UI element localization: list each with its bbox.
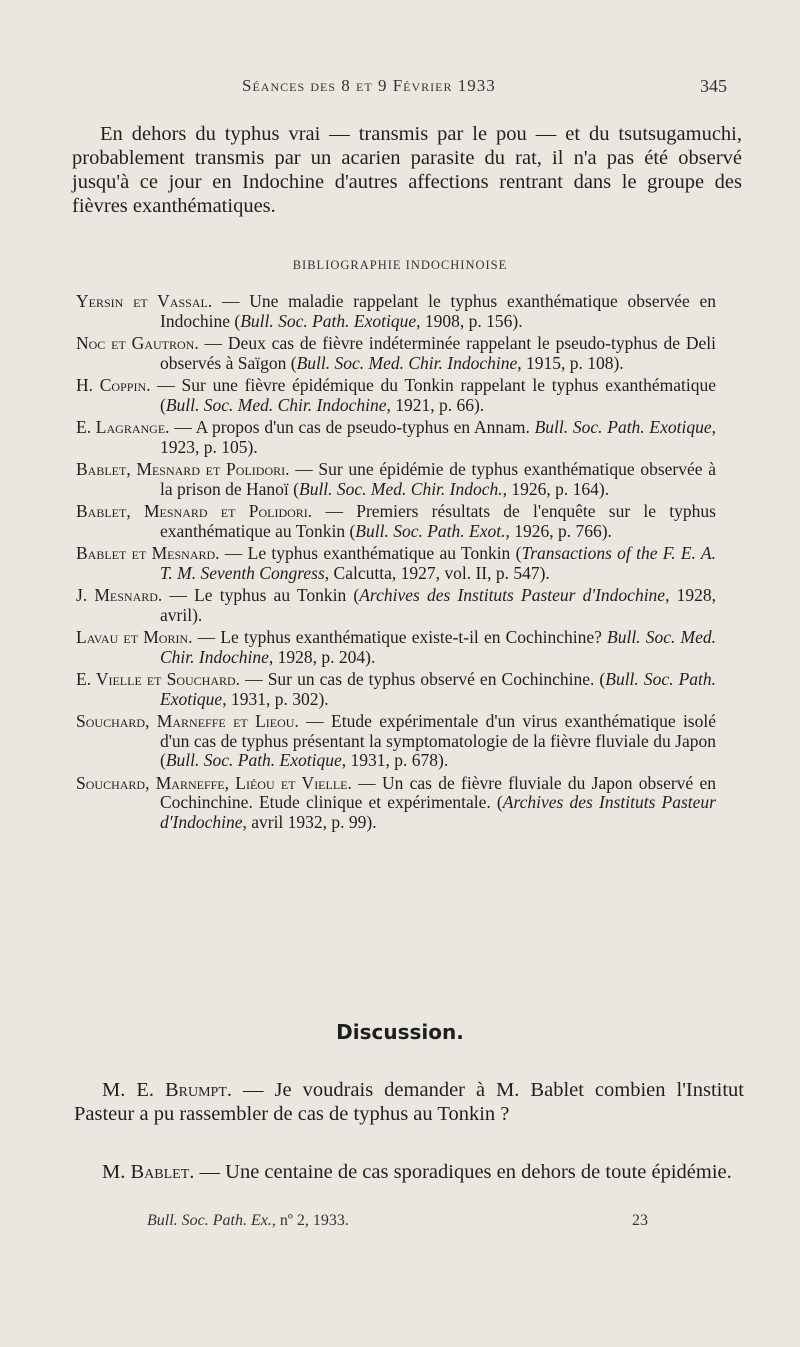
bibliography-entry (76, 334, 716, 373)
entry-tail: , 1931, p. 302). (222, 688, 329, 709)
entry-authors: Bablet, Mesnard et Polidori. (76, 459, 290, 479)
entry-authors: Bablet, Mesnard et Polidori. (76, 501, 313, 521)
entry-source: Bull. Soc. Path. Exotique (165, 750, 342, 770)
signature-mark: 23 (632, 1212, 648, 1229)
entry-source: Archives des Instituts Pasteur d'Indochine (359, 585, 666, 605)
entry-text: — Etude expérimentale d'un virus exanthématique isolé d'un cas de typhus présentant la symptomatologie de la fièvre fluviale du Japon ( (160, 711, 716, 770)
bibliography-entry (76, 292, 716, 331)
entry-authors: Lavau et Morin. (76, 627, 193, 647)
bibliography-entry (76, 712, 716, 771)
entry-authors: J. Mesnard. (76, 585, 163, 605)
bibliography-entry (76, 502, 716, 541)
page-footer (0, 1212, 800, 1236)
speaker-name: M. E. Brumpt. (102, 1079, 233, 1101)
bibliography-entry (76, 418, 716, 457)
entry-authors: Yersin et Vassal. (76, 291, 213, 311)
bibliography-entry (76, 628, 716, 667)
running-header (0, 76, 800, 102)
page-number: 345 (700, 76, 727, 96)
intro-paragraph (72, 122, 742, 218)
entry-text: — Premiers résultats de l'enquête sur le typhus exanthématique au Tonkin ( (160, 501, 716, 541)
entry-text: — Sur une épidémie de typhus exanthématique observée à la prison de Hanoï ( (160, 459, 716, 499)
entry-authors: Noc et Gautron. (76, 333, 199, 353)
bibliography-entry (76, 586, 716, 625)
bibliography-list (76, 292, 716, 835)
entry-authors: Souchard, Marneffe, Liéou et Vielle. (76, 772, 352, 793)
footer-issue: , nº 2, 1933. (271, 1212, 349, 1229)
intro-text: En dehors du typhus vrai — transmis par le pou — et du tsutsugamuchi, probablement transmis par un acarien parasite du rat, il n'a pas été observé jusqu'à ce jour en Indochine d'autres affections rentrant dans le groupe des fièvres exanthématiques. (72, 123, 742, 217)
entry-source: Bull. Soc. Med. Chir. Indochine (165, 394, 387, 415)
entry-tail: , 1926, p. 164). (502, 478, 610, 499)
entry-tail: , 1928, p. 204). (268, 646, 376, 667)
bibliography-entry (76, 774, 716, 833)
entry-text: — Le typhus exanthématique existe-t-il en Cochinchine? (192, 627, 608, 647)
entry-source: Bull. Soc. Path. Exot. (355, 520, 506, 541)
exchange-text (74, 1160, 744, 1184)
entry-tail: , 1921, p. 66). (386, 394, 485, 415)
entry-tail: , Calcutta, 1927, vol. II, p. 547). (324, 562, 550, 583)
entry-text: — Le typhus au Tonkin ( (162, 585, 360, 605)
entry-text: — Deux cas de fièvre indéterminée rappelant le pseudo-typhus de Deli observés à Saïgon ( (160, 333, 717, 373)
bibliography-entry (76, 544, 716, 583)
entry-tail: , 1931, p. 678). (341, 750, 449, 770)
entry-tail: , 1908, p. 156). (416, 310, 523, 331)
entry-authors: E. Lagrange. (76, 417, 170, 437)
entry-text: — Sur un cas de typhus observé en Cochinchine. ( (240, 669, 606, 689)
discussion-heading: Discussion. (336, 1020, 464, 1044)
bibliography-entry (76, 460, 716, 499)
entry-text: — A propos d'un cas de pseudo-typhus en Annam. (169, 417, 535, 437)
entry-source: Bull. Soc. Path. Exotique (240, 310, 417, 331)
speaker-remark: — Je voudrais demander à M. Bablet combien l'Institut Pasteur a pu rassembler de cas de typhus au Tonkin ? (74, 1079, 744, 1125)
entry-text: — Le typhus exanthématique au Tonkin ( (219, 543, 522, 563)
discussion-exchange (74, 1160, 744, 1184)
discussion-exchange (74, 1078, 744, 1126)
entry-source: Bull. Soc. Path. Exotique (534, 417, 712, 437)
entry-source: Bull. Soc. Med. Chir. Indochine (296, 352, 518, 373)
speaker-name: M. Bablet. (102, 1161, 195, 1183)
entry-source: Archives des Instituts Pasteur d'Indochine (160, 792, 716, 832)
bibliography-entry (76, 376, 716, 415)
entry-source: Bull. Soc. Path. Exotique (160, 669, 717, 709)
entry-tail: , avril 1932, p. 99). (242, 811, 377, 832)
entry-text: — Sur une fièvre épidémique du Tonkin rappelant le typhus exanthématique ( (150, 375, 716, 415)
entry-source: Bull. Soc. Med. Chir. Indoch. (299, 478, 503, 499)
entry-source: Transactions of the F. E. A. T. M. Seventh Congress (160, 543, 716, 583)
entry-text: — Une maladie rappelant le typhus exanthématique observée en Indochine ( (160, 291, 716, 331)
entry-authors: Bablet et Mesnard. (76, 543, 220, 563)
footer-citation (147, 1212, 349, 1230)
bibliography-heading: BIBLIOGRAPHIE INDOCHINOISE (292, 258, 508, 272)
entry-source: Bull. Soc. Med. Chir. Indochine (160, 627, 716, 667)
entry-tail: , 1926, p. 766). (505, 520, 612, 541)
bibliography-entry (76, 670, 716, 709)
entry-tail: , 1928, avril). (160, 585, 716, 625)
exchange-text (74, 1078, 744, 1126)
speaker-remark: — Une centaine de cas sporadiques en dehors de toute épidémie. (194, 1161, 732, 1183)
entry-tail: , 1923, p. 105). (160, 417, 716, 457)
entry-tail: , 1915, p. 108). (517, 352, 624, 373)
entry-authors: H. Coppin. (76, 375, 151, 395)
header-title: Séances des 8 et 9 Février 1933 (242, 76, 496, 95)
entry-text: — Un cas de fièvre fluviale du Japon observé en Cochinchine. Etude clinique et expérimentale. ( (160, 772, 716, 812)
footer-journal-name: Bull. Soc. Path. Ex. (147, 1212, 272, 1229)
entry-authors: Souchard, Marneffe et Lieou. (76, 711, 299, 731)
entry-authors: E. Vielle et Souchard. (76, 669, 241, 689)
